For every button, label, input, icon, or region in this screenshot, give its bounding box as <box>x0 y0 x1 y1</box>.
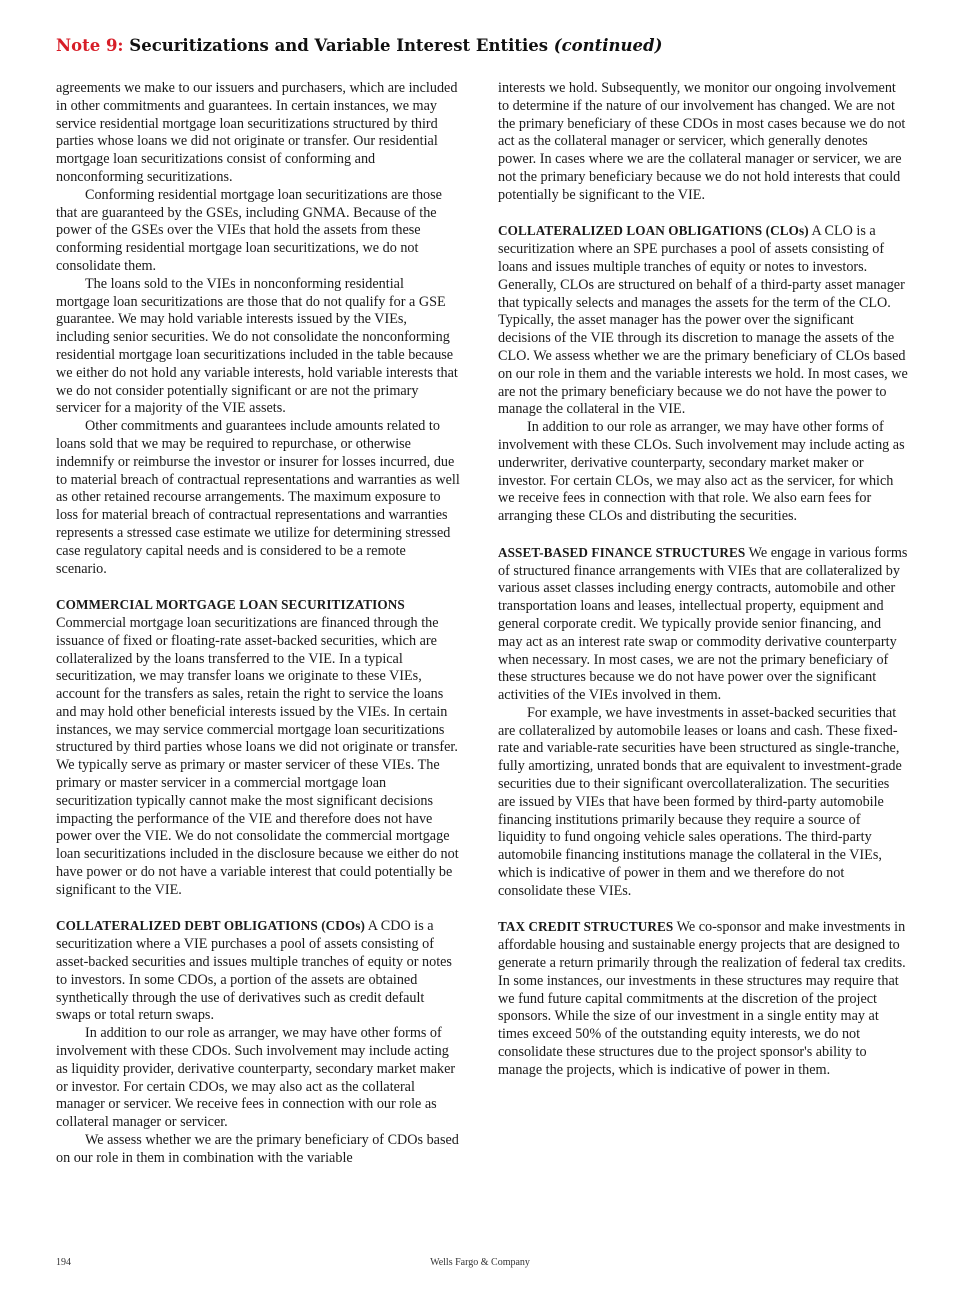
paragraph: Conforming residential mortgage loan securitizations are those that are guaranteed by the GSEs, including GNMA. Because of the power of the GSEs over the VIEs that hold the assets from these conforming residential mortgage loan securitizations, we do not consolidate them. <box>56 186 442 274</box>
clo-text: A CLO is a securitization where an SPE purchases a pool of assets consisting of loans and issues multiple tranches of equity or notes to investors. Generally, CLOs are structured on behalf of a third-party asset manager that typically selects and manages the assets for the term of the CLO. Typically, the asset manager has the power over the significant decisions of the VIE through its discretion to manage the assets of the CLO. We assess whether we are the primary beneficiary of CLOs based on our role in them and the variable interests we hold. In most cases, we are not the primary beneficiary because we do not have the power to manage the collateral in the VIE. <box>498 223 908 418</box>
note-title: Securitizations and Variable Interest Entities <box>129 36 549 55</box>
tcs-text: We co-sponsor and make investments in affordable housing and sustainable energy projects that are designed to generate a return primarily through the realization of federal tax credits. In some instances, our investments in these structures may require that we fund future capital commitments at the discretion of the project sponsors. While the size of our investment in a single entity may at times exceed 50% of the outstanding equity interests, we do not consolidate these structures due to the project sponsor's ability to manage the projects, which is indicative of power in them. <box>498 919 906 1078</box>
paragraph: In addition to our role as arranger, we may have other forms of involvement with these CDOs. Such involvement may include acting as liquidity provider, derivative counterparty, secondary market maker or investor. For certain CDOs, we may also act as the collateral manager or servicer. We receive fees in connection with our role as collateral manager or servicer. <box>56 1025 456 1131</box>
cdo-text: A CDO is a securitization where a VIE purchases a pool of assets consisting of asset-backed securities and issues multiple tranches of equity or notes to investors. In some CDOs, a portion of the assets are obtained synthetically through the use of derivatives such as credit default swaps or total return swaps. <box>56 918 452 1024</box>
left-column <box>56 80 460 1168</box>
paragraph: interests we hold. Subsequently, we monitor our ongoing involvement to determine if the nature of our involvement has changed. We are not the primary beneficiary of these CDOs in most cases because we do not act as the collateral manager or servicer, which generally denotes power. In cases where we are the collateral manager or servicer, we are not the primary beneficiary because we do not hold interests that could potentially be significant to the VIE. <box>498 80 906 203</box>
paragraph: Other commitments and guarantees include amounts related to loans sold that we may be required to repurchase, or otherwise indemnify or reimburse the investor or insurer for losses incurred, due to material breach of contractual representations and warranties as well as other retained recourse arrangements. The maximum exposure to loss for material breach of contractual representations and warranties represents a stressed case estimate we utilize for determining stressed case regulatory capital needs and is considered to be a remote scenario. <box>56 418 460 577</box>
continued-label: (continued) <box>553 36 663 55</box>
paragraph: We assess whether we are the primary beneficiary of CDOs based on our role in them in combination with the variable <box>56 1132 459 1166</box>
paragraph: For example, we have investments in asset-backed securities that are collateralized by automobile leases or loans and cash. These fixed-rate and variable-rate securities have been structured as single-tranche, fully amortizing, unrated bonds that are equivalent to investment-grade securities due to their significant overcollateralization. The securities are issued by VIEs that have been formed by third-party automobile financing institutions primarily because they require a source of liquidity to fund ongoing vehicle sales operations. The third-party automobile financing institutions manage the collateral in the VIEs, which is indicative of power in them and we therefore do not consolidate these VIEs. <box>498 704 902 899</box>
right-column <box>498 80 908 1080</box>
clo-heading: COLLATERALIZED LOAN OBLIGATIONS (CLOs) <box>498 223 809 239</box>
footer-company: Wells Fargo & Company <box>430 1257 530 1268</box>
abf-heading: ASSET-BASED FINANCE STRUCTURES <box>498 544 746 560</box>
cmls-heading: COMMERCIAL MORTGAGE LOAN SECURITIZATIONS <box>56 597 405 613</box>
section-heading <box>56 596 460 615</box>
paragraph: Commercial mortgage loan securitizations are financed through the issuance of fixed or floating-rate asset-backed securities, which are collateralized by the loans transferred to the VIE. In a typical securitization, we may transfer loans we originate to these VIEs, account for the transfers as sales, retain the right to service the loans and may hold other beneficial interests issued by the VIEs. In certain instances, we may service commercial mortgage loan securitizations structured by third parties whose loans we did not originate or transfer. We typically serve as primary or master servicer of these VIEs. The primary or master servicer in a commercial mortgage loan securitization typically cannot make the most significant decisions impacting the performance of the VIE and therefore does not have power over the VIE. We do not consolidate the commercial mortgage loan securitizations included in the disclosure because we either do not have power or do not have a variable interest that could potentially be significant to the VIE. <box>56 614 459 898</box>
page-title <box>56 36 916 55</box>
cdo-section <box>56 917 460 1025</box>
page-number: 194 <box>56 1257 71 1268</box>
tcs-section <box>498 918 908 1079</box>
note-number: Note 9: <box>56 36 124 55</box>
clo-section <box>498 222 908 419</box>
abf-section <box>498 544 908 705</box>
tcs-heading: TAX CREDIT STRUCTURES <box>498 919 674 935</box>
paragraph: In addition to our role as arranger, we may have other forms of involvement with these CLOs. Such involvement may include acting as underwriter, derivative counterparty, secondary market maker or investor. For certain CLOs, we may also act as the servicer, for which we receive fees in connection with that role. We also earn fees for arranging these CLOs and distributing the securities. <box>498 419 905 525</box>
paragraph: The loans sold to the VIEs in nonconforming residential mortgage loan securitizations are those that do not qualify for a GSE guarantee. We may hold variable interests issued by the VIEs, including senior securities. We do not consolidate the nonconforming residential mortgage loan securitizations included in the table because we either do not hold any variable interests, hold variable interests that we do not consider potentially significant or are not the primary servicer for a majority of the VIE assets. <box>56 275 458 417</box>
abf-text: We engage in various forms of structured finance arrangements with VIEs that are collateralized by various asset classes including energy contracts, automobile and other transportation loans and leases, intellectual property, equipment and general corporate credit. We typically provide senior financing, and may act as an interest rate swap or commodity derivative counterparty when necessary. In most cases, we are not the primary beneficiary of these structures because we do not have power over the significant activities of the VIEs involved in them. <box>498 544 908 704</box>
paragraph: agreements we make to our issuers and purchasers, which are included in other commitments and guarantees. In certain instances, we may service residential mortgage loan securitizations structured by third parties whose loans we did not originate or transfer. Our residential mortgage loan securitizations consist of conforming and nonconforming securitizations. <box>56 80 458 185</box>
cdo-heading: COLLATERALIZED DEBT OBLIGATIONS (CDOs) <box>56 918 366 934</box>
